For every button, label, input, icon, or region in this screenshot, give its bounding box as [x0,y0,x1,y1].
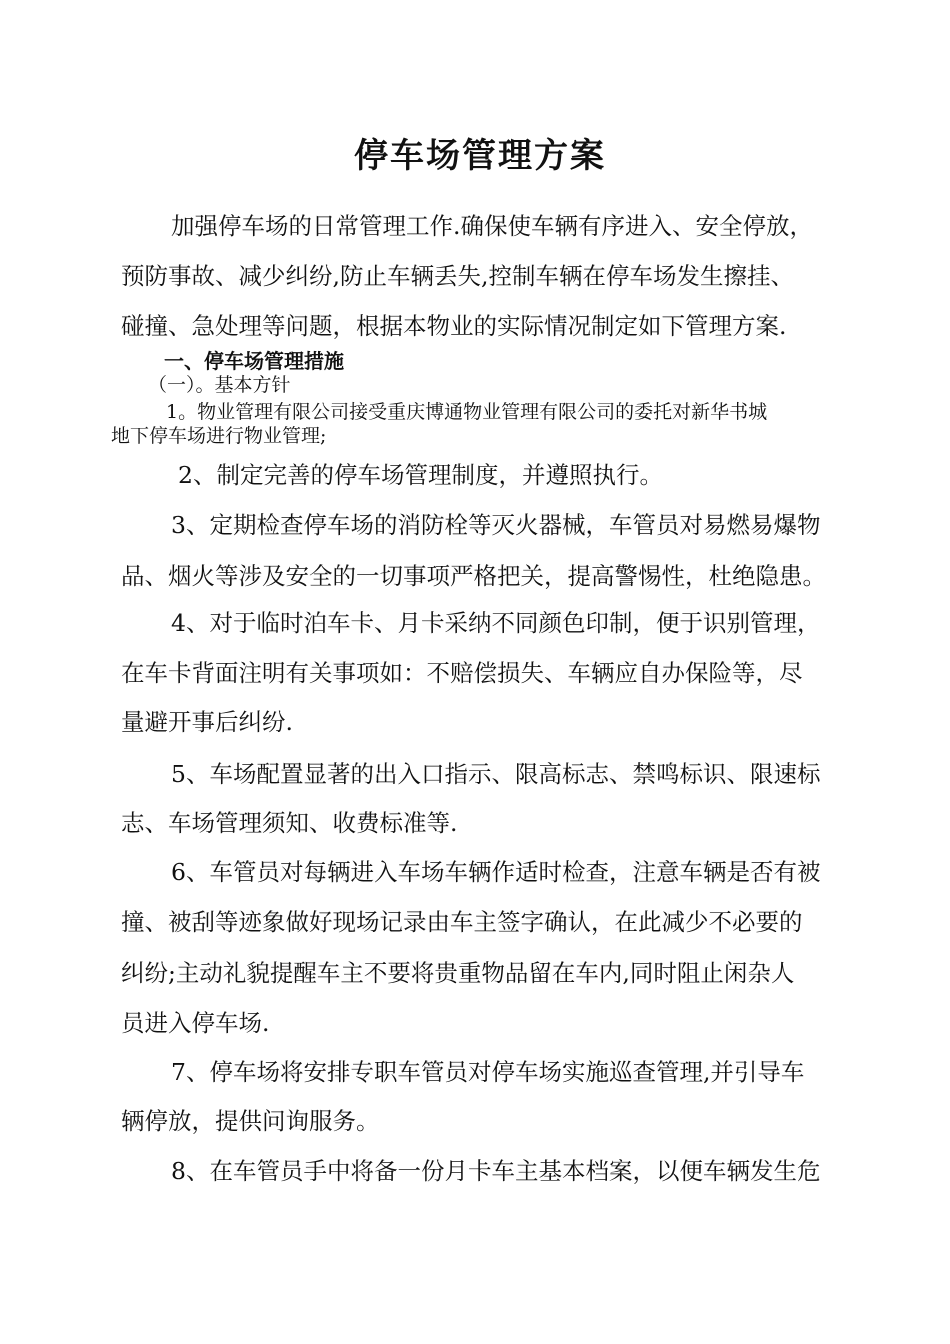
subsection-heading: （一）。基本方针 [148,374,291,396]
item-6-line-2: 撞、被刮等迹象做好现场记录由车主签字确认，在此减少不必要的 [121,908,803,936]
item-1-line-1: 1。物业管理有限公司接受重庆博通物业管理有限公司的委托对新华书城 [166,401,768,423]
item-3-line-1: 3、定期检查停车场的消防栓等灭火器械，车管员对易燃易爆物 [171,511,821,539]
section-heading: 一、停车场管理措施 [164,349,344,373]
intro-line-3: 碰撞、急处理等问题，根据本物业的实际情况制定如下管理方案. [121,312,787,340]
item-4-line-1: 4、对于临时泊车卡、月卡采纳不同颜色印制，便于识别管理， [171,609,821,637]
item-6-line-4: 员进入停车场. [121,1009,270,1037]
page-title: 停车场管理方案 [354,136,606,176]
intro-line-2: 预防事故、减少纠纷,防止车辆丢失,控制车辆在停车场发生擦挂、 [121,262,794,290]
item-7-line-2: 辆停放，提供问询服务。 [121,1107,380,1135]
item-2-line-1: 2、制定完善的停车场管理制度，并遵照执行。 [178,461,663,489]
item-6-line-1: 6、车管员对每辆进入车场车辆作适时检查，注意车辆是否有被 [171,858,821,886]
item-7-line-1: 7、停车场将安排专职车管员对停车场实施巡查管理,并引导车 [171,1058,805,1086]
item-3-line-2: 品、烟火等涉及安全的一切事项严格把关，提高警惕性，杜绝隐患。 [121,562,826,590]
item-5-line-1: 5、车场配置显著的出入口指示、限高标志、禁鸣标识、限速标 [171,760,821,788]
item-4-line-2: 在车卡背面注明有关事项如：不赔偿损失、车辆应自办保险等，尽 [121,659,803,687]
item-6-line-3: 纠纷;主动礼貌提醒车主不要将贵重物品留在车内,同时阻止闲杂人 [121,959,795,987]
intro-line-1: 加强停车场的日常管理工作.确保使车辆有序进入、安全停放， [171,212,813,240]
item-4-line-3: 量避开事后纠纷. [121,708,293,736]
item-1-line-2: 地下停车场进行物业管理; [111,425,327,447]
item-8-line-1: 8、在车管员手中将备一份月卡车主基本档案，以便车辆发生危 [171,1157,821,1185]
item-5-line-2: 志、车场管理须知、收费标准等. [121,809,458,837]
